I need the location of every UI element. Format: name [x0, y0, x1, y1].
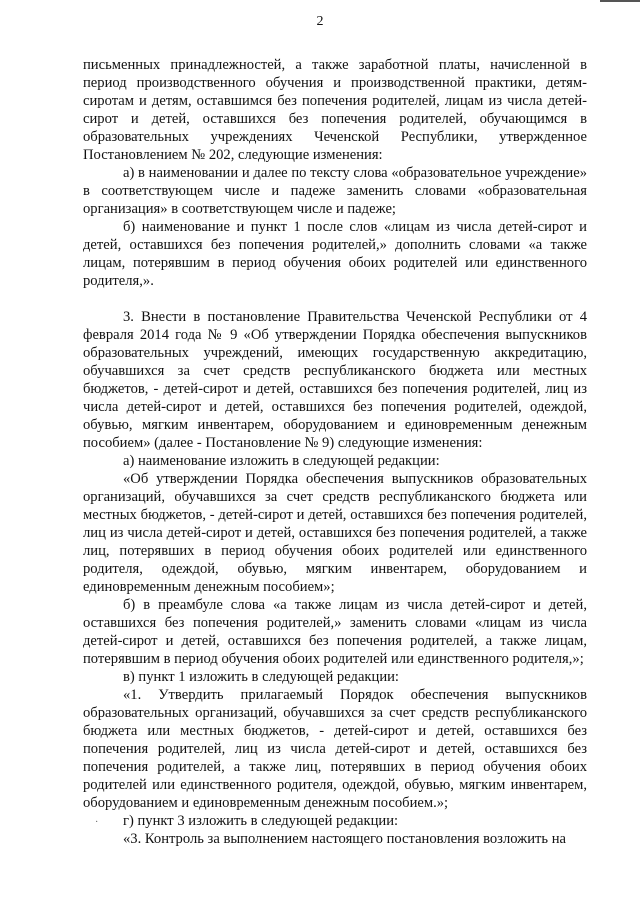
- paragraph-item-b-preamble: б) в преамбуле слова «а также лицам из числа детей-сирот и детей, оставшихся без попечения родителей,» заменить словами «лицам из числа детей-сирот и детей, оставшихся без попечения родителей, а также лицам, потерявшим в период обучения обоих родителей или единственного родителя,»;: [83, 597, 587, 667]
- paragraph-quoted-title: «Об утверждении Порядка обеспечения выпускников образовательных организаций, обучавшихся за счет средств республиканского бюджета или местных бюджетов, - детей-сирот и детей, оставшихся без попечения родителей, лиц из числа детей-сирот и детей, оставшихся без попечения родителей, а также лиц, потерявших в период обучения обоих родителей или единственного родителя, одеждой, обувью, мягким инвентарем, оборудованием и единовременным денежным пособием»;: [83, 471, 587, 595]
- page-number: 2: [316, 14, 324, 29]
- paragraph-continuation: письменных принадлежностей, а также заработной платы, начисленной в период производственного обучения и производственной практики, детям-сиротам и детям, оставшимся без попечения родителей, лицам из числа детей-сирот и детей, оставшихся без попечения родителей, обучающимся в образовательных учреждениях Чеченской Республики, утвержденное Постановлением № 202, следующие изменения:: [83, 57, 587, 163]
- paragraph-section-3: 3. Внести в постановление Правительства Чеченской Республики от 4 февраля 2014 года № 9 «Об утверждении Порядка обеспечения выпускников образовательных учреждений, имеющих государственную аккредитацию, обучавшихся за счет средств республиканского бюджета или местных бюджетов, - детей-сирот и детей, оставшихся без попечения родителей, лиц из числа детей-сирот и детей, оставшихся без попечения родителей, одеждой, обувью, мягким инвентарем, оборудованием и единовременным денежным пособием» (далее - Постановление № 9) следующие изменения:: [83, 309, 587, 451]
- paragraph-item-b: б) наименование и пункт 1 после слов «лицам из числа детей-сирот и детей, оставшихся без попечения родителей,» дополнить словами «а также лицам, потерявшим в период обучения обоих родителей или единственного родителя,».: [83, 219, 587, 289]
- document-body: [83, 56, 587, 848]
- paragraph-item-v: в) пункт 1 изложить в следующей редакции:: [123, 669, 399, 685]
- paragraph-quoted-point-3: «3. Контроль за выполнением настоящего постановления возложить на: [123, 831, 567, 847]
- margin-dot: ·: [95, 817, 99, 828]
- paragraph-item-g: г) пункт 3 изложить в следующей редакции:: [123, 813, 399, 829]
- paragraph-item-a: а) в наименовании и далее по тексту слова «образовательное учреждение» в соответствующем числе и падеже заменить словами «образовательная организация» в соответствующем числе и падеже;: [83, 165, 587, 217]
- top-corner-mark: [600, 0, 640, 2]
- paragraph-item-a-title: а) наименование изложить в следующей редакции:: [123, 453, 440, 469]
- paragraph-quoted-point-1: «1. Утвердить прилагаемый Порядок обеспечения выпускников образовательных организаций, обучавшихся за счет средств республиканского бюджета или местных бюджетов, - детей-сирот и детей, оставшихся без попечения родителей, лиц из числа детей-сирот и детей, оставшихся без попечения родителей, а также лиц, потерявших в период обучения обоих родителей или единственного родителя, одеждой, обувью, мягким инвентарем, оборудованием и единовременным денежным пособием.»;: [83, 687, 587, 811]
